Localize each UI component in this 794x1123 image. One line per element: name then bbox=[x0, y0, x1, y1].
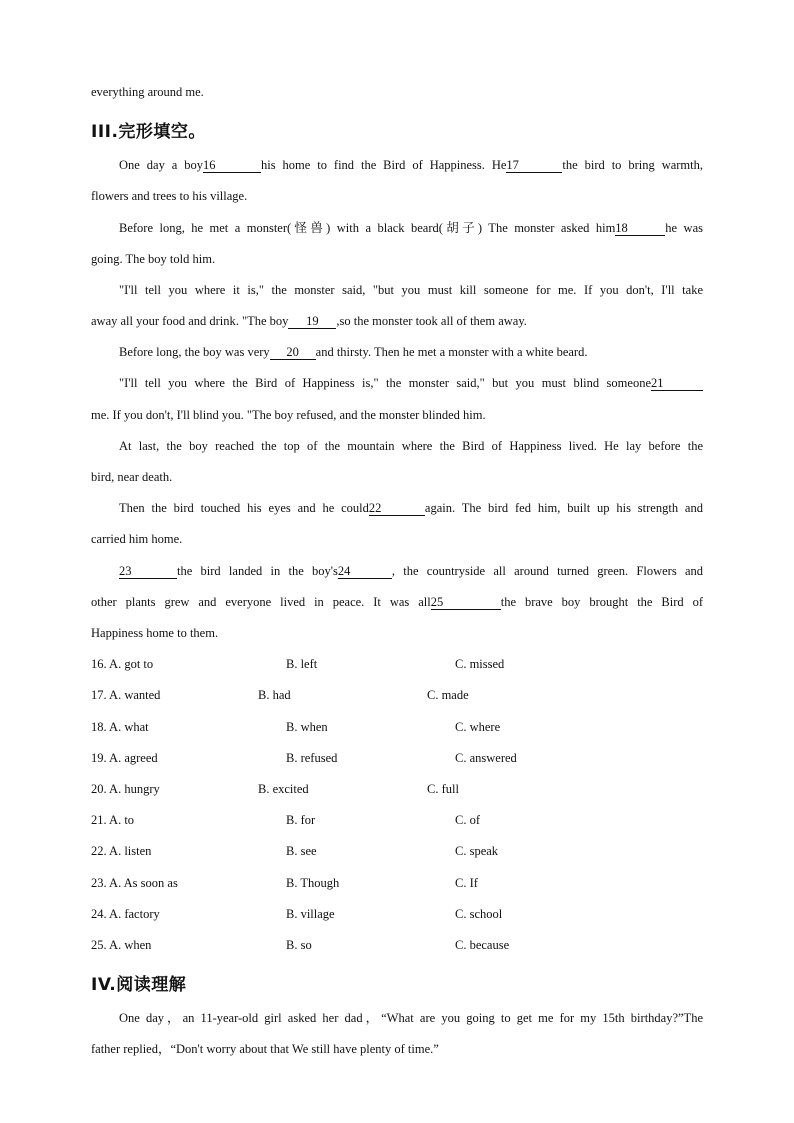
passage-line bbox=[119, 563, 703, 579]
passage-line: flowers and trees to his village. bbox=[91, 189, 248, 203]
blank-24: 24 bbox=[338, 564, 392, 579]
intro-tail-text: everything around me. bbox=[91, 85, 204, 99]
blank-20: 20 bbox=[270, 345, 316, 360]
option-b: B. see bbox=[286, 844, 317, 858]
option-c: C. answered bbox=[455, 751, 517, 765]
passage-line: me. If you don't, I'll blind you. "The boy refused, and the monster blinded him. bbox=[91, 408, 486, 422]
option-b: B. refused bbox=[286, 751, 338, 765]
option-a: 19. A. agreed bbox=[91, 751, 158, 765]
passage-text: "I'll tell you where the Bird of Happiness is," the monster said," but you must blind someone bbox=[119, 376, 651, 390]
blank-19: 19 bbox=[288, 314, 336, 329]
blank-16: 16 bbox=[203, 158, 261, 173]
option-a: 21. A. to bbox=[91, 813, 135, 827]
passage-line: going. The boy told him. bbox=[91, 252, 216, 266]
reading-line: father replied，“Don't worry about that We still have plenty of time.” bbox=[91, 1042, 439, 1056]
option-a: 25. A. when bbox=[91, 938, 152, 952]
passage-line: "I'll tell you where it is," the monster said, "but you must kill someone for me. If you don't, I'll take bbox=[119, 283, 703, 297]
section-4-heading: IV.阅读理解 bbox=[91, 975, 187, 995]
option-c: C. school bbox=[455, 907, 503, 921]
passage-text: again. The bird fed him, built up his strength and bbox=[424, 501, 703, 515]
passage-line bbox=[119, 344, 703, 360]
passage-line bbox=[91, 313, 703, 329]
passage-text: other plants grew and everyone lived in peace. It was all bbox=[91, 595, 431, 609]
passage-line: carried him home. bbox=[91, 532, 183, 546]
option-a: 24. A. factory bbox=[91, 907, 160, 921]
option-a: 17. A. wanted bbox=[91, 688, 161, 702]
passage-text: One day a boy bbox=[119, 158, 203, 172]
option-b: B. village bbox=[286, 907, 335, 921]
option-c: C. speak bbox=[455, 844, 499, 858]
passage-text: Before long, he met a monster(怪兽) with a black beard(胡子) The monster asked him bbox=[119, 221, 616, 235]
passage-text: , the countryside all around turned green. Flowers and bbox=[391, 564, 703, 578]
option-b: B. so bbox=[286, 938, 312, 952]
passage-text: the bird landed in the boy's bbox=[177, 564, 338, 578]
passage-line bbox=[119, 500, 703, 516]
option-a: 20. A. hungry bbox=[91, 782, 160, 796]
passage-text: ,so the monster took all of them away. bbox=[336, 314, 527, 328]
reading-line: One day，an 11-year-old girl asked her dad，“What are you going to get me for my 15th birthday?”The bbox=[119, 1011, 703, 1025]
blank-23: 23 bbox=[119, 564, 177, 579]
passage-text: the brave boy brought the Bird of bbox=[500, 595, 703, 609]
passage-line bbox=[119, 375, 703, 391]
option-a: 16. A. got to bbox=[91, 657, 154, 671]
passage-line bbox=[91, 594, 703, 610]
option-c: C. If bbox=[455, 876, 478, 890]
passage-text: and thirsty. Then he met a monster with a white beard. bbox=[315, 345, 588, 359]
blank-25: 25 bbox=[431, 595, 501, 610]
option-b: B. had bbox=[258, 688, 291, 702]
option-c: C. full bbox=[427, 782, 459, 796]
option-b: B. Though bbox=[286, 876, 340, 890]
option-c: C. made bbox=[427, 688, 469, 702]
passage-text: the bird to bring warmth, bbox=[562, 158, 704, 172]
passage-text: Then the bird touched his eyes and he could bbox=[119, 501, 369, 515]
option-b: B. left bbox=[286, 657, 318, 671]
passage-line: At last, the boy reached the top of the mountain where the Bird of Happiness lived. He lay before the bbox=[119, 439, 703, 453]
option-c: C. where bbox=[455, 720, 501, 734]
option-c: C. of bbox=[455, 813, 480, 827]
passage-text: he was bbox=[665, 221, 703, 235]
passage-line bbox=[119, 220, 703, 236]
option-a: 22. A. listen bbox=[91, 844, 152, 858]
blank-21: 21 bbox=[651, 376, 703, 391]
option-b: B. when bbox=[286, 720, 328, 734]
blank-18: 18 bbox=[615, 221, 665, 236]
passage-line bbox=[119, 157, 703, 173]
blank-22: 22 bbox=[369, 501, 425, 516]
passage-text: his home to find the Bird of Happiness. He bbox=[261, 158, 507, 172]
passage-line: Happiness home to them. bbox=[91, 626, 219, 640]
option-a: 18. A. what bbox=[91, 720, 149, 734]
option-a: 23. A. As soon as bbox=[91, 876, 178, 890]
option-c: C. missed bbox=[455, 657, 505, 671]
passage-line: bird, near death. bbox=[91, 470, 173, 484]
passage-text: Before long, the boy was very bbox=[119, 345, 270, 359]
section-3-heading: III.完形填空。 bbox=[91, 122, 206, 142]
option-c: C. because bbox=[455, 938, 510, 952]
option-b: B. for bbox=[286, 813, 316, 827]
blank-17: 17 bbox=[506, 158, 562, 173]
option-b: B. excited bbox=[258, 782, 309, 796]
passage-text: away all your food and drink. "The boy bbox=[91, 314, 289, 328]
